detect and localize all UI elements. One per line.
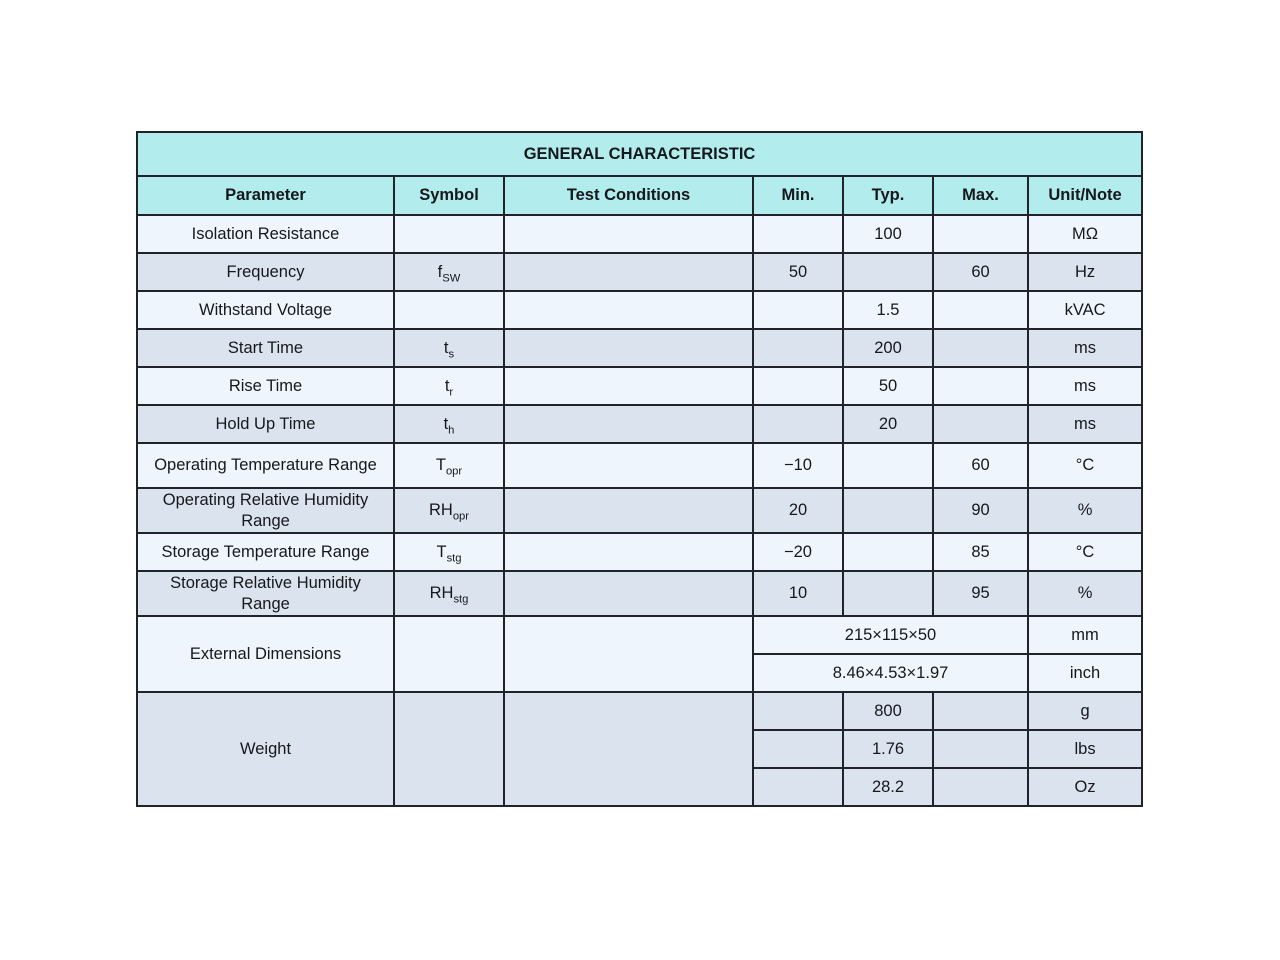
cell-typ [843, 443, 933, 488]
col-header-parameter: Parameter [137, 176, 394, 215]
cell-unit: % [1028, 488, 1142, 533]
row-hold-up-time [137, 405, 1142, 443]
row-operating-temperature-range [137, 443, 1142, 488]
cell-typ: 1.5 [843, 291, 933, 329]
cell-parameter: Operating Temperature Range [137, 443, 394, 488]
symbol-sub: stg [446, 552, 462, 565]
symbol-base: RH [428, 501, 453, 520]
col-header-symbol: Symbol [394, 176, 504, 215]
symbol-base: f [437, 262, 443, 281]
column-header-row [137, 176, 1142, 215]
row-withstand-voltage [137, 291, 1142, 329]
symbol-base: T [436, 542, 447, 561]
cell-min [753, 768, 843, 806]
cell-test-conditions [504, 253, 753, 291]
spec-sheet [136, 131, 1143, 807]
symbol-sub: r [449, 386, 454, 399]
symbol-sub: stg [453, 593, 469, 606]
cell-symbol [394, 367, 504, 405]
cell-test-conditions [504, 215, 753, 253]
cell-unit: inch [1028, 654, 1142, 692]
symbol-base: t [443, 414, 449, 433]
cell-typ: 1.76 [843, 730, 933, 768]
cell-max [933, 730, 1028, 768]
cell-unit: °C [1028, 443, 1142, 488]
cell-min: 50 [753, 253, 843, 291]
cell-typ [843, 253, 933, 291]
cell-max: 60 [933, 253, 1028, 291]
symbol-base: RH [429, 584, 454, 603]
row-start-time [137, 329, 1142, 367]
cell-parameter: Storage Temperature Range [137, 533, 394, 571]
cell-symbol [394, 571, 504, 616]
cell-max [933, 367, 1028, 405]
cell-typ: 20 [843, 405, 933, 443]
cell-max: 60 [933, 443, 1028, 488]
cell-unit: °C [1028, 533, 1142, 571]
symbol-base: T [435, 456, 446, 475]
cell-min: 20 [753, 488, 843, 533]
cell-unit: ms [1028, 329, 1142, 367]
cell-test-conditions [504, 405, 753, 443]
cell-symbol [394, 215, 504, 253]
cell-test-conditions [504, 443, 753, 488]
cell-typ: 800 [843, 692, 933, 730]
cell-max: 85 [933, 533, 1028, 571]
cell-unit: ms [1028, 405, 1142, 443]
cell-min: 10 [753, 571, 843, 616]
row-storage-relative-humidity-range [137, 571, 1142, 616]
general-characteristic-table [136, 131, 1143, 807]
row-operating-relative-humidity-range [137, 488, 1142, 533]
cell-test-conditions [504, 291, 753, 329]
cell-parameter: External Dimensions [137, 616, 394, 692]
cell-min [753, 329, 843, 367]
row-frequency [137, 253, 1142, 291]
cell-symbol [394, 616, 504, 692]
row-isolation-resistance [137, 215, 1142, 253]
cell-typ: 200 [843, 329, 933, 367]
cell-typ: 50 [843, 367, 933, 405]
symbol-sub: s [448, 348, 455, 361]
cell-test-conditions [504, 616, 753, 692]
cell-max: 90 [933, 488, 1028, 533]
cell-parameter: Hold Up Time [137, 405, 394, 443]
row-rise-time [137, 367, 1142, 405]
cell-symbol [394, 533, 504, 571]
cell-min [753, 215, 843, 253]
cell-symbol [394, 405, 504, 443]
cell-min: −10 [753, 443, 843, 488]
row-weight-g [137, 692, 1142, 730]
cell-typ [843, 571, 933, 616]
cell-test-conditions [504, 533, 753, 571]
cell-symbol [394, 692, 504, 806]
cell-max [933, 215, 1028, 253]
cell-min [753, 367, 843, 405]
cell-parameter: Isolation Resistance [137, 215, 394, 253]
cell-max: 95 [933, 571, 1028, 616]
cell-test-conditions [504, 571, 753, 616]
cell-test-conditions [504, 692, 753, 806]
col-header-max: Max. [933, 176, 1028, 215]
symbol-sub: h [448, 424, 455, 437]
cell-unit: lbs [1028, 730, 1142, 768]
col-header-test-conditions: Test Conditions [504, 176, 753, 215]
table-title: GENERAL CHARACTERISTIC [137, 132, 1142, 176]
cell-unit: kVAC [1028, 291, 1142, 329]
cell-test-conditions [504, 488, 753, 533]
cell-symbol [394, 253, 504, 291]
cell-min [753, 291, 843, 329]
symbol-base: t [443, 338, 449, 357]
cell-unit: ms [1028, 367, 1142, 405]
cell-parameter: Start Time [137, 329, 394, 367]
cell-dimensions-value: 8.46×4.53×1.97 [753, 654, 1028, 692]
cell-parameter: Weight [137, 692, 394, 806]
cell-max [933, 405, 1028, 443]
cell-dimensions-value: 215×115×50 [753, 616, 1028, 654]
cell-unit: MΩ [1028, 215, 1142, 253]
cell-test-conditions [504, 367, 753, 405]
cell-parameter: Storage Relative Humidity Range [137, 571, 394, 616]
cell-symbol [394, 443, 504, 488]
cell-min [753, 405, 843, 443]
cell-unit: mm [1028, 616, 1142, 654]
cell-max [933, 768, 1028, 806]
cell-symbol [394, 291, 504, 329]
cell-typ [843, 533, 933, 571]
symbol-base: t [444, 376, 450, 395]
symbol-sub: opr [445, 465, 463, 478]
cell-unit: Hz [1028, 253, 1142, 291]
cell-parameter: Operating Relative Humidity Range [137, 488, 394, 533]
cell-min: −20 [753, 533, 843, 571]
row-storage-temperature-range [137, 533, 1142, 571]
col-header-unit: Unit/Note [1028, 176, 1142, 215]
cell-parameter: Frequency [137, 253, 394, 291]
cell-max [933, 692, 1028, 730]
table-title-row [137, 132, 1142, 176]
cell-unit: g [1028, 692, 1142, 730]
symbol-sub: opr [452, 510, 470, 523]
cell-max [933, 291, 1028, 329]
cell-min [753, 692, 843, 730]
col-header-min: Min. [753, 176, 843, 215]
row-external-dimensions-mm [137, 616, 1142, 654]
symbol-sub: SW [442, 272, 461, 285]
cell-test-conditions [504, 329, 753, 367]
cell-typ [843, 488, 933, 533]
cell-symbol [394, 488, 504, 533]
cell-typ: 28.2 [843, 768, 933, 806]
cell-unit: Oz [1028, 768, 1142, 806]
cell-unit: % [1028, 571, 1142, 616]
cell-min [753, 730, 843, 768]
cell-max [933, 329, 1028, 367]
cell-typ: 100 [843, 215, 933, 253]
col-header-typ: Typ. [843, 176, 933, 215]
cell-symbol [394, 329, 504, 367]
cell-parameter: Withstand Voltage [137, 291, 394, 329]
cell-parameter: Rise Time [137, 367, 394, 405]
